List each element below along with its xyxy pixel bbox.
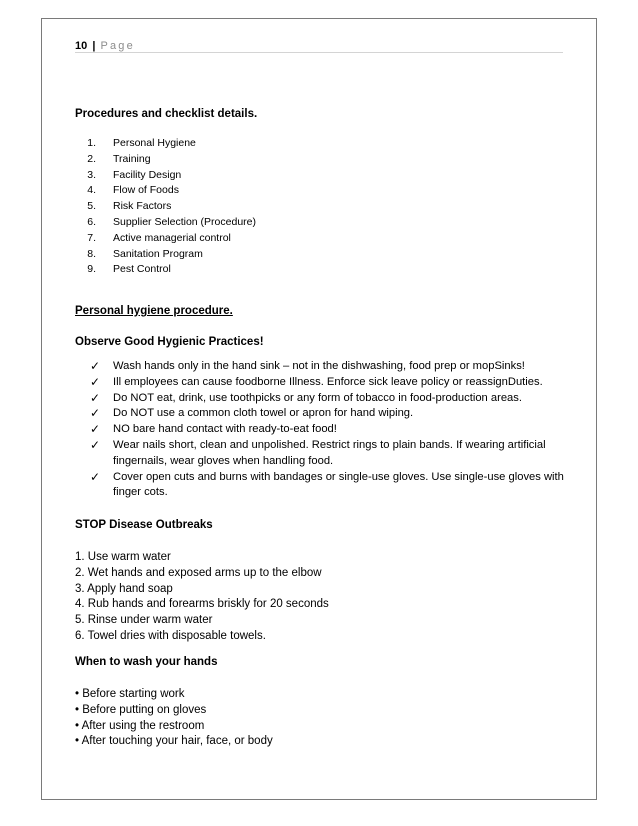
list-item: ✓ Do NOT eat, drink, use toothpicks or any form of tobacco in food-production areas. [90,390,522,405]
list-item: 4. Flow of Foods [87,184,179,197]
list-item: 5. Risk Factors [87,200,172,213]
list-item: ✓ Ill employees can cause foodborne Illness. Enforce sick leave policy or reassignDuties. [90,374,543,389]
list-item: 9. Pest Control [87,263,171,276]
check-icon: ✓ [90,422,101,437]
check-icon: ✓ [90,437,101,452]
list-item: ✓ NO bare hand contact with ready-to-eat food! [90,422,337,437]
list-item: • Before putting on gloves [75,703,207,716]
check-icon: ✓ [90,390,101,405]
list-item: 6. Supplier Selection (Procedure) [87,215,256,228]
procedures-heading: Procedures and checklist details. [75,108,258,120]
check-icon: ✓ [90,469,101,484]
list-item: ✓ Do NOT use a common cloth towel or apron for hand wiping. [90,406,414,421]
list-item: 3. Facility Design [87,168,182,181]
list-item: 1. Personal Hygiene [87,137,196,149]
list-item: 5. Rinse under warm water [75,614,213,627]
hygiene-heading: Personal hygiene procedure. [75,305,233,317]
check-icon: ✓ [90,406,101,421]
list-item: 2. Training [87,152,151,165]
list-item: 6. Towel dries with disposable towels. [75,629,266,642]
when-wash-heading: When to wash your hands [75,656,218,668]
list-item: 7. Active managerial control [87,231,231,244]
when-wash-list [75,687,273,750]
list-item: 1. Use warm water [75,551,171,563]
header-separator: | [92,40,96,52]
list-item: ✓ Cover open cuts and burns with bandages or single-use gloves. Use single-use gloves with finger cots. [90,469,564,499]
hygiene-checklist [90,359,581,501]
list-item: • After using the restroom [75,719,205,732]
list-item: 4. Rub hands and forearms briskly for 20 seconds [75,598,329,611]
procedures-list [75,136,256,278]
page-number: 10 [75,40,88,52]
hygiene-subheading: Observe Good Hygienic Practices! [75,336,264,348]
list-item: ✓ Wash hands only in the hand sink – not in the dishwashing, food prep or mopSinks! [90,359,525,373]
outbreaks-heading: STOP Disease Outbreaks [75,519,213,531]
page-label: Page [100,40,135,52]
check-icon: ✓ [90,374,101,389]
outbreak-steps-list [75,550,329,645]
list-item: 2. Wet hands and exposed arms up to the elbow [75,566,322,579]
check-icon: ✓ [90,359,101,373]
list-item: • Before starting work [75,688,185,700]
list-item: ✓ Wear nails short, clean and unpolished. Restrict rings to plain bands. If wearing artificial fingernails, wear gloves when handling food. [90,437,546,467]
header-rule [75,52,563,53]
list-item: 8. Sanitation Program [87,247,203,260]
list-item: 3. Apply hand soap [75,582,173,595]
list-item: • After touching your hair, face, or body [75,735,273,748]
